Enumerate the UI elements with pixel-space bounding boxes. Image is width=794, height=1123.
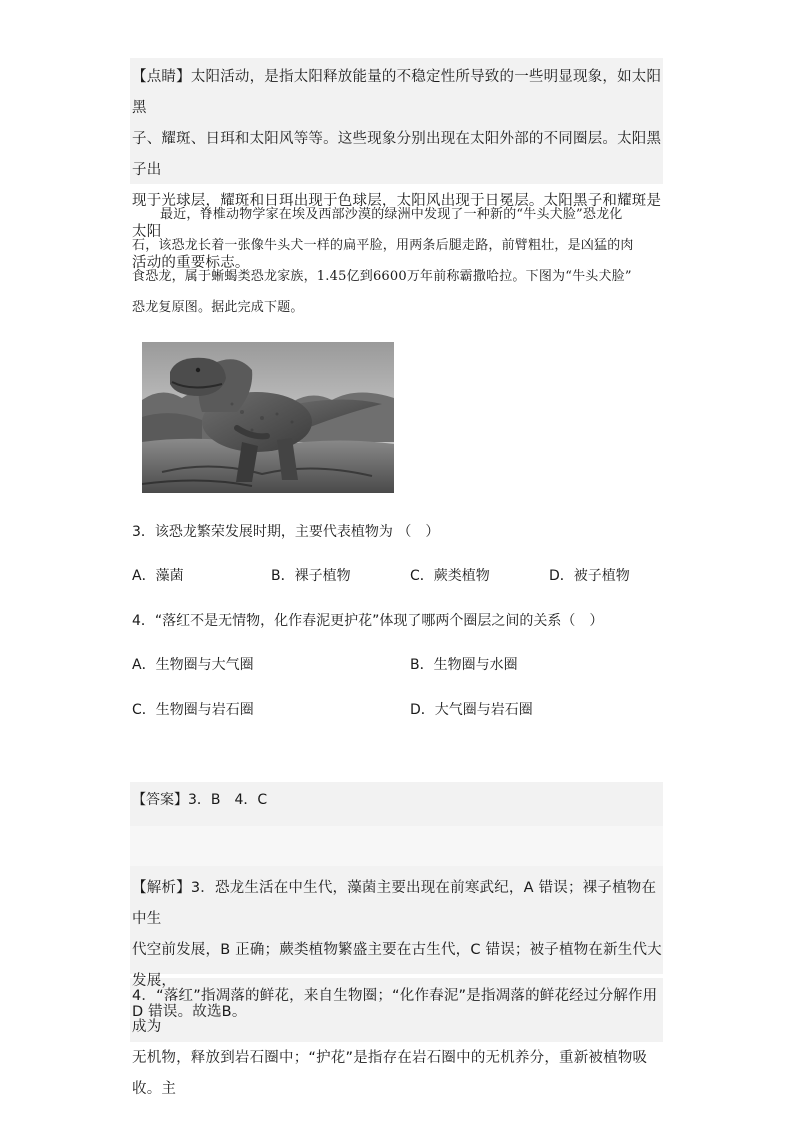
analysis-line-1: 【解析】3．恐龙生活在中生代，藻菌主要出现在前寒武纪，A 错误；裸子植物在中生 [132, 880, 657, 927]
answer-line [132, 790, 267, 810]
question-4-stem: 4．“落红不是无情物，化作春泥更护花”体现了哪两个圈层之间的关系（ ） [132, 613, 604, 629]
answer-tag: 【答案】 [132, 792, 188, 808]
passage-block [132, 199, 662, 323]
question-4-option-a: A．生物圈与大气圈 [132, 657, 254, 673]
question-4-option-b: B．生物圈与水圈 [410, 657, 518, 673]
dianjing-line-2: 子、耀斑、日珥和太阳风等等。这些现象分别出现在太阳外部的不同圈层。太阳黑子出 [132, 131, 662, 178]
analysis-line-2: 代空前发展，B 正确；蕨类植物繁盛主要在古生代，C 错误；被子植物在新生代大发展， [132, 942, 662, 989]
dianjing-line-4: 活动的重要标志。 [132, 255, 250, 271]
dinosaur-reconstruction-image [142, 342, 394, 493]
analysis4-line-1: 4．“落红”指凋落的鲜花，来自生物圈；“化作春泥”是指凋落的鲜花经过分解作用成为 [132, 988, 658, 1035]
passage-line-2: 石，该恐龙长着一张像牛头犬一样的扁平脸，用两条后腿走路，前臂粗壮，是凶猛的肉 [132, 238, 634, 253]
question-3-option-c: C．蕨类植物 [410, 568, 490, 584]
question-4-option-d: D．大气圈与岩石圈 [410, 702, 533, 718]
question-3-option-d: D．被子植物 [549, 568, 630, 584]
dianjing-tag: 【点睛】 [132, 69, 191, 85]
question-3-option-b: B．裸子植物 [271, 568, 351, 584]
answer-text: 3．B 4．C [188, 792, 268, 808]
analysis-tag: 【解析】 [132, 880, 191, 896]
dianjing-line-3: 现于光球层，耀斑和日珥出现于色球层，太阳风出现于日冕层。太阳黑子和耀斑是太阳 [132, 193, 662, 240]
passage-line-1: 最近，脊椎动物学家在埃及西部沙漠的绿洲中发现了一种新的“牛头犬脸”恐龙化 [160, 207, 623, 222]
question-3-option-a: A．藻菌 [132, 568, 184, 584]
question-4-option-c: C．生物圈与岩石圈 [132, 702, 254, 718]
dianjing-line-1: 【点睛】太阳活动，是指太阳释放能量的不稳定性所导致的一些明显现象，如太阳黑 [132, 69, 662, 116]
analysis4-block [132, 981, 662, 1105]
answer-gap-background [130, 826, 663, 866]
passage-line-3: 食恐龙，属于蜥蝎类恐龙家族，1.45亿到6600万年前称霸撒哈拉。下图为“牛头犬脸” [132, 269, 632, 284]
analysis4-line-2: 无机物，释放到岩石圈中；“护花”是指存在岩石圈中的无机养分，重新被植物吸收。主 [132, 1050, 648, 1097]
passage-line-4: 恐龙复原图。据此完成下题。 [132, 300, 304, 315]
question-3-stem: 3．该恐龙繁荣发展时期，主要代表植物为 （ ） [132, 524, 440, 540]
analysis-line-3: D 错误。故选B。 [132, 1004, 247, 1020]
